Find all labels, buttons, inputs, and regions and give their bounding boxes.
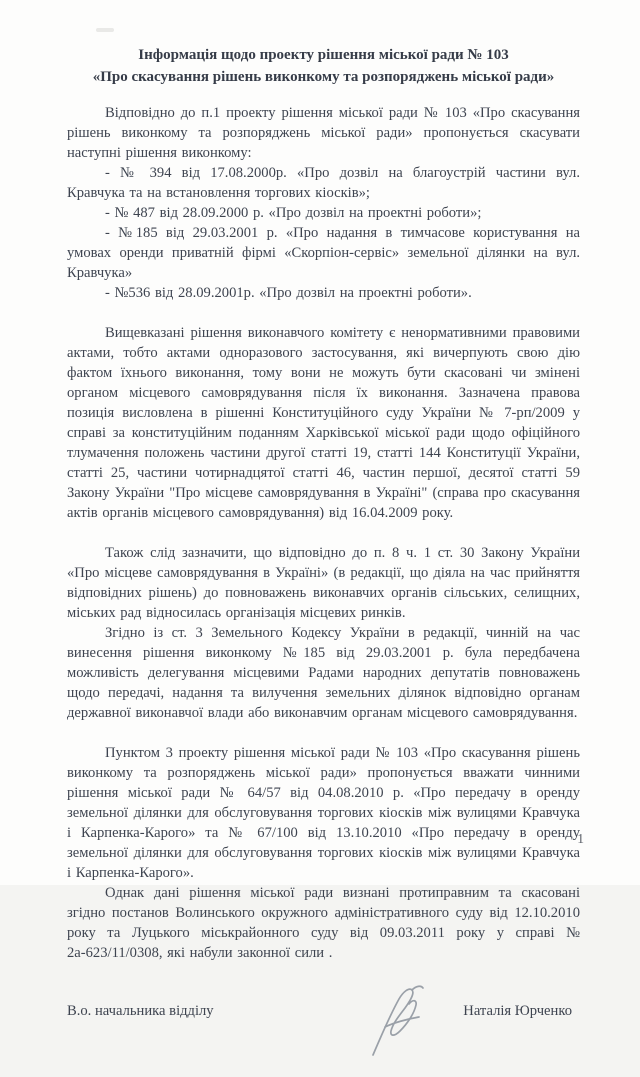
list-item-decision-185: - №185 від 29.03.2001 р. «Про надання в тимчасове користування на умовах оренди приватній фірмі «Скорпіон-сервіс» земельної ділянки на вул. Кравчука»	[67, 225, 580, 281]
signer-name-label: Наталія Юрченко	[463, 1003, 572, 1019]
document-title-line-1: Інформація щодо проекту рішення міської ради № 103	[138, 47, 509, 63]
paragraph-intro: Відповідно до п.1 проекту рішення міської ради № 103 «Про скасування рішень виконкому та розпоряджень міської ради» пропонується скасувати наступні рішення виконкому:	[67, 105, 580, 161]
list-item-decision-487: - № 487 від 28.09.2000 р. «Про дозвіл на проектні роботи»;	[105, 205, 482, 221]
list-item-decision-536: - №536 від 28.09.2001р. «Про дозвіл на проектні роботи».	[105, 285, 472, 301]
paragraph-law-article-30: Також слід зазначити, що відповідно до п. 8 ч. 1 ст. 30 Закону України «Про місцеве самоврядування в Україні» (в редакції, що діяла на час прийняття відповідних рішень) до повноважень виконавчих органів сільських, селищних, міських рад відносилась організація місцевих ринків.	[67, 545, 580, 621]
paragraph-court-rulings: Однак дані рішення міської ради визнані протиправним та скасовані згідно постанов Волинського окружного адміністративного суду від 12.10.2010 року та Луцького міськрайонного суду від 09.03.2011 року у справі № 2а-623/11/0308, які набули законної сили .	[67, 885, 580, 961]
signer-position-label: В.о. начальника відділу	[67, 1003, 214, 1019]
paragraph-point-3: Пунктом 3 проекту рішення міської ради № 103 «Про скасування рішень виконкому та розпоряджень міської ради» пропонується вважати чинними рішення міської ради № 64/57 від 04.08.2010 р. «Про передачу в оренду земельної ділянки для обслуговування торгових кіосків між вулицями Кравчука і Карпенка-Карого» та № 67/100 від 13.10.2010 «Про передачу в оренду земельної ділянки для обслуговування торгових кіосків між вулицями Кравчука і Карпенка-Карого».	[67, 745, 580, 881]
signature-block	[67, 997, 580, 1077]
paragraph-land-code: Згідно із ст. 3 Земельного Кодексу України в редакції, чинній на час винесення рішення виконкому №185 від 29.03.2001 р. була передбачена можливість делегування місцевими Радами народних депутатів повноважень щодо передачі, надання та вилучення земельних ділянок відповідно органам державної виконавчої влади або виконавчим органам місцевого самоврядування.	[67, 625, 580, 721]
page-number: 1	[577, 831, 584, 846]
document-title-line-2: «Про скасування рішень виконкому та розпоряджень міської ради»	[92, 69, 555, 85]
document-title	[67, 44, 580, 88]
list-item-decision-394: - № 394 від 17.08.2000р. «Про дозвіл на благоустрій частини вул. Кравчука та на встановлення торгових кіосків»;	[67, 165, 580, 201]
scan-artifact	[96, 28, 114, 32]
paragraph-legal-position: Вищевказані рішення виконавчого комітету є ненормативними правовими актами, тобто актами одноразового застосування, які вичерпують свою дію фактом їхнього виконання, тому вони не можуть бути скасовані чи змінені органом місцевого самоврядування після їх виконання. Зазначена правова позиція висловлена в рішенні Конституційного суду України № 7-рп/2009 у справі за конституційним поданням Харківської міської ради щодо офіційного тлумачення положень частини другої статті 19, статті 144 Конституції України, статті 25, частини чотирнадцятої статті 46, частин першої, десятої статті 59 Закону України "Про місцеве самоврядування в Україні" (справа про скасування актів органів місцевого самоврядування) від 16.04.2009 року.	[67, 325, 580, 521]
handwritten-signature-icon	[363, 983, 435, 1068]
